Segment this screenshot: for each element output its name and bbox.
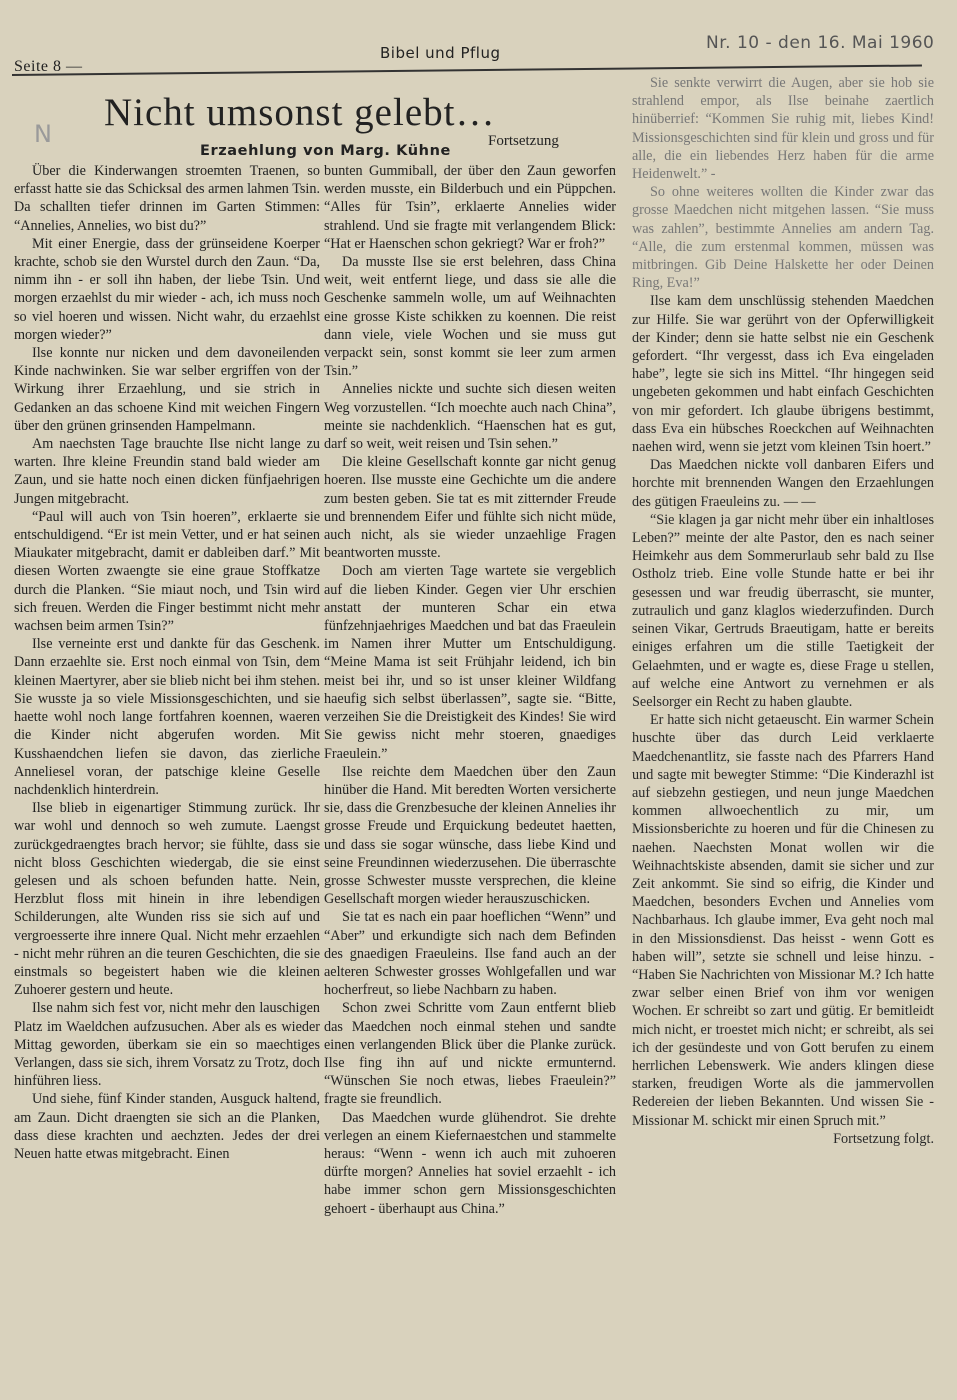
page-number: Seite 8 — [14, 58, 83, 75]
paragraph: Mit einer Energie, dass der grünseidene Koerper krachte, schob sie den Wurstel durch den Zaun. “Da, nimm ihn - er soll ihn haben, der liebe Tsin. Und morgen erzaehlst du mir wieder - ach, ich muss noch so viel hoeren und wissen. Nicht wahr, du erzaehlst morgen wieder?” [14, 235, 320, 343]
faded-paragraph: Sie senkte verwirrt die Augen, aber sie hob sie strahlend empor, als Ilse beinahe zaertlich hinüberrief: “Kommen Sie ruhig mit, liebes Kind! Missionsgeschichten sind für klein und gross und für alle, die ein liebendes Herz haben für die arme Heidenwelt.” - [632, 75, 934, 183]
paragraph: Am naechsten Tage brauchte Ilse nicht lange zu warten. Ihre kleine Freundin stand bald wieder am Zaun, und sie hatte noch einen dicken fünfjaehrigen Jungen mitgebracht. [14, 436, 320, 507]
paragraph: Ilse verneinte erst und dankte für das Geschenk. Dann erzaehlte sie. Erst noch einmal von Tsin, dem kleinen Maertyrer, aber sie blieb nicht bei ihm stehen. Sie wusste ja so viele Missionsgeschichten, und sie haette wohl noch lange fortfahren koennen, waeren die Kinder nicht abgerufen worden. Mit Kusshaendchen liefen sie davon, das zierliche Anneliesel voran, der patschige kleine Geselle nachdenklich hinterdrein. [14, 636, 320, 798]
paragraph: Sie tat es nach ein paar hoeflichen “Wenn” und “Aber” und erkundigte sich nach dem Befinden des gnaedigen Fraeuleins. Ilse fand auch an der aelteren Schwester grosses Wohlgefallen und war hocherfreut, so liebe Nachbarn zu haben. [324, 909, 616, 999]
paragraph: “Sie klagen ja gar nicht mehr über ein inhaltloses Leben?” meinte der alte Pastor, den es nach seiner Heimkehr aus dem Sommerurlaub sehr bald zu Ilse Ostholz trieb. Eine volle Stunde hatte er bei ihr gesessen und war freudig überrascht, sie munter, zutraulich und ganz klaglos wiederzufinden. Durch seinen Vikar, Gertruds Braeutigam, hatte er bereits einiges erfahren um die stille Taetigkeit der Gelaehmten, und er wagte es, diese Frage u stellen, auf welche eine Antwort zu vernehmen er als Seelsorger ein Recht zu haben glaubte. [632, 511, 934, 710]
paragraph: “Paul will auch von Tsin hoeren”, erklaerte sie entschuldigend. “Er ist mein Vetter, und er hat seinen Miaukater mitgebracht, damit er dableiben darf.” Mit diesen Worten zwaengte sie eine graue Stoffkatze durch die Planken. “Sie miaut noch, und Tsin wird sich freuen. Werden die Finger bestimmt nicht mehr wachsen beim armen Tsin?” [14, 508, 320, 635]
article-title: Nicht umsonst gelebt… [104, 91, 496, 134]
paragraph: Ilse blieb in eigenartiger Stimmung zurück. Ihr war wohl und dennoch so weh zumute. Laengst zurückgedraengtes brach hervor; sie fühlte, dass sie nicht bloss Geschichten wiedergab, die sie einst gelesen und als schoen befunden hatte. Nein, Herzblut floss mit hinein in ihre lebendigen Schilderungen, alte Wunden riss sie sich auf und vergroesserte ihre innere Qual. Nicht mehr erzaehlen - nicht mehr rühren an die teuren Geschichten, die sie einstmals so begeistert haben wie die kleinen Zuhoerer gestern und heute. [14, 800, 320, 999]
text-column-1 [14, 162, 320, 1163]
issue-date: Nr. 10 - den 16. Mai 1960 [706, 33, 935, 53]
paragraph: Schon zwei Schritte vom Zaun entfernt blieb das Maedchen noch einmal stehen und sandte einen verlangenden Blick über die Planke zurück. Ilse fing ihn auf und nickte ermunternd. “Wünschen Sie noch etwas, liebes Fraeulein?” fragte sie freundlich. [324, 1000, 616, 1108]
article-byline: Erzaehlung von Marg. Kühne [200, 143, 451, 159]
paragraph: Ilse reichte dem Maedchen über den Zaun hinüber die Hand. Mit beredten Worten versicherte sie, dass die Grenzbesuche der kleinen Annelies ihr grosse Freude und Erquickung bedeutet haetten, und dass sie sogar wünsche, dass liebe Kind und seine Freundinnen wiederzusehen. Die überraschte grosse Schwester musste versprechen, die kleine Gesellschaft morgen wieder herauszuschicken. [324, 763, 616, 908]
paragraph: Ilse nahm sich fest vor, nicht mehr den lauschigen Platz im Waeldchen aufzusuchen. Aber als es wieder Mittag geworden, überkam sie ein so maechtiges Verlangen, dass sie sich, ihrem Vorsatz zu Trotz, doch hinführen liess. [14, 1000, 320, 1090]
faded-paragraph: So ohne weiteres wollten die Kinder zwar das grosse Maedchen nicht mitgehen lassen. “Sie muss was zahlen”, bestimmte Annelies am andern Tag. “Alle, die zum erstenmal kommen, müssen was mitbringen. Gib Deine Halskette her oder Deinen Ring, Eva!” [632, 184, 934, 292]
text-column-2 [324, 162, 616, 1218]
paragraph: Er hatte sich nicht getaeuscht. Ein warmer Schein huschte über das durch Leid verklaerte Maedchenantlitz, sie fasste nach des Pfarrers Hand und sagte mit bewegter Stimme: “Die Kinderazhl ist auf siebzehn gestiegen, und neun junge Maedchen kommen allwoechentlich zu mir, um Missionsberichte zu hoeren und für die Chinesen zu naehen. Naechsten Monat wollen wir die Weihnachtskiste absenden, damit sie sicher und zur Zeit ankommt. Sie sind so eifrig, die Kinder und Maedchen, besonders Evchen und Annelies vom Nachbarhaus. Ich glaube immer, Eva geht noch mal in den Missionsdienst. Das heisst - wenn Gott es haben will”, setzte sie schnell und leise hinzu. - “Haben Sie Nachrichten von Missionar M.? Ich hatte zwar selber einen Brief von ihm vor wenigen Wochen. Er schreibt so zart und gütig. Er bemitleidt mich nicht, er troestet mich nicht; er schreibt, als sei ich der gesündeste und von Gott berufen zu einem herrlichen Lebenswerk. Wie anders klingen diese starken, freudigen Worte als die jammervollen Redereien der lieben Bekannten. Und wissen Sie - Missionar M. schickt mir einen Spruch mit.” [632, 712, 934, 1129]
paragraph: Ilse kam dem unschlüssig stehenden Maedchen zur Hilfe. Sie war gerührt von der Opferwilligkeit der Kinder; denn sie hatte selbst nie ein Geschenk gefordert. “Ihr vergesst, dass ich Eva eingeladen habe”, legte sie sich ins Mittel. “Ihr hingegen seid ungebeten gekommen und habt einfach Geschichten von mir gefordert. Ich glaube übrigens bestimmt, dass Eva ein hübsches Roeckchen auf Weihnachten naehen wird, wenn sie jetzt vom kleinen Tsin hoert.” [632, 293, 934, 456]
paragraph: Die kleine Gesellschaft konnte gar nicht genug hoeren. Ilse musste eine Gechichte um die andere zum besten geben. Sie tat es mit zitternder Freude und brennendem Eifer und fühlte sich nicht müde, auch nicht, als sie wieder unzaehlige Fragen beantworten musste. [324, 454, 616, 562]
paragraph: Das Maedchen nickte voll danbaren Eifers und horchte mit brennenden Wangen den Erzaehlungen des gütigen Fraeuleins zu. — — [632, 457, 934, 510]
paragraph: Da musste Ilse sie erst belehren, dass China weit, weit entfernt liege, und dass sie alle die Geschenke sammeln wolle, um auf Weihnachten eine grosse Kiste schikken zu koennen. Die reist dann viele, viele Wochen und sie muss gut verpackt sein, sonst kommt sie leer zum armen Tsin.” [324, 254, 616, 380]
continued-label: Fortsetzung [488, 133, 559, 149]
paragraph: Über die Kinderwangen stroemten Traenen, so erfasst hatte sie das Schicksal des armen lahmen Tsin. Da schallten tiefer drinnen im Garten Stimmen: “Annelies, Annelies, wo bist du?” [14, 163, 320, 234]
paragraph: Doch am vierten Tage wartete sie vergeblich auf die lieben Kinder. Gegen vier Uhr erschien anstatt der munteren Schar ein etwa fünfzehnjaehriges Maedchen und bat das Fraeulein im Namen ihrer Mutter um Entschuldigung. “Meine Mama ist seit Frühjahr leidend, ich bin meist bei ihr, und so ist unser kleiner Wildfang haeufig sich selbst überlassen”, sagte sie. “Bitte, verzeihen Sie die Dreistigkeit des Kindes! Sie wird Sie gewiss nicht mehr stoeren, gnaediges Fraeulein.” [324, 563, 616, 762]
margin-mark: N [34, 120, 52, 148]
paragraph: bunten Gummiball, der über den Zaun geworfen werden musste, ein Bilderbuch und ein Püppchen. “Alles für Tsin”, erklaerte Annelies wider strahlend. Und sie fragte mit verlangendem Blick: “Hat er Haenschen schon gekriegt? War er froh?” [324, 163, 616, 252]
paragraph: Und siehe, fünf Kinder standen, Ausguck haltend, am Zaun. Dicht draengten sie sich an die Planken, dass diese krachten und aechzten. Jedes der drei Neuen hatte etwas mitgebracht. Einen [14, 1091, 320, 1162]
paragraph: Annelies nickte und suchte sich diesen weiten Weg vorzustellen. “Ich moechte auch nach China”, meinte sie nachdenklich. “Haenschen hat es gut, darf so weit, weit reisen und Tsin sehen.” [324, 381, 616, 453]
publication-name: Bibel und Pflug [380, 44, 501, 62]
text-column-3 [632, 74, 934, 1148]
paragraph: Ilse konnte nur nicken und dem davoneilenden Kinde nachwinken. Sie war selber ergriffen von der Wirkung ihrer Erzaehlung, und sie strich in Gedanken an das schoene Kind mit weichen Fingern über den grünen grinsenden Hampelmann. [14, 345, 320, 434]
paragraph: Das Maedchen wurde glühendrot. Sie drehte verlegen an einem Kiefernaestchen und stammelte heraus: “Wenn - wenn ich auch mit zuhoeren dürfte morgen? Annelies hat soviel erzaehlt - ich habe immer schon gern Missionsgeschichten gehoert - überhaupt aus China.” [324, 1109, 616, 1217]
continued-footer: Fortsetzung folgt. [833, 1130, 934, 1147]
